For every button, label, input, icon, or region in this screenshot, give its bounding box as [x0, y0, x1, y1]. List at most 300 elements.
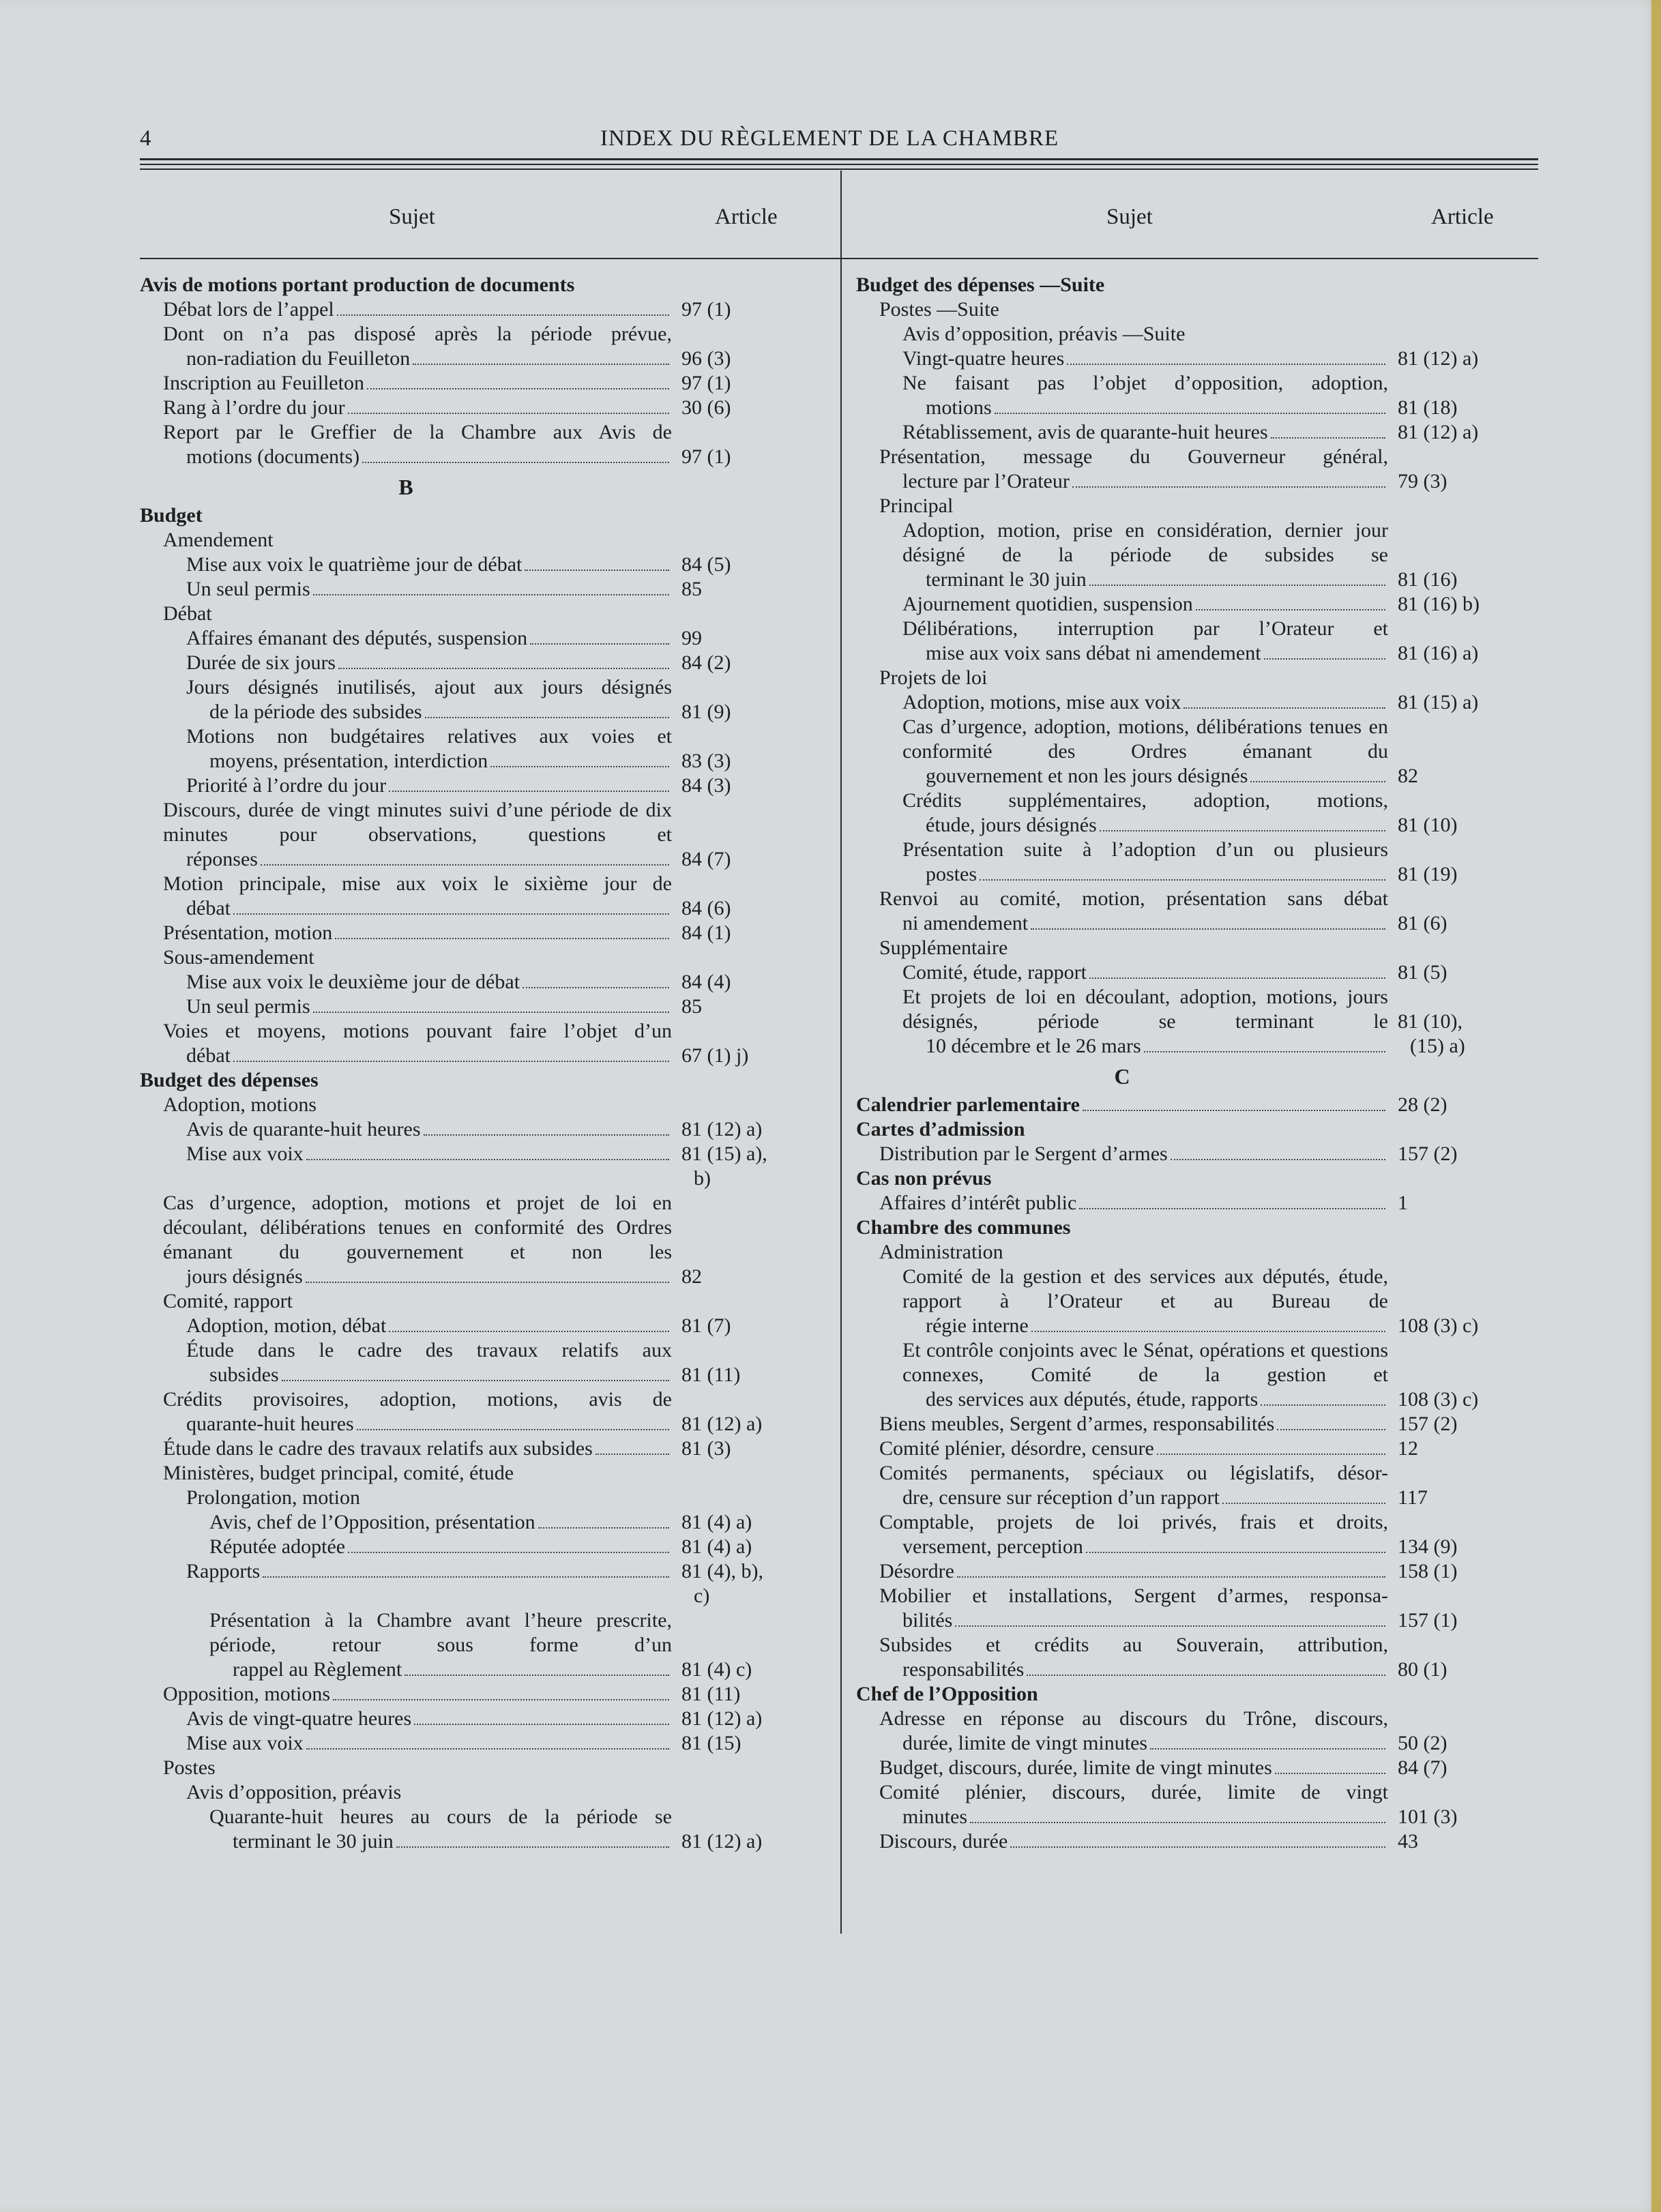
- index-subheading: Administration: [879, 1241, 1003, 1263]
- dot-leader: [970, 1822, 1385, 1823]
- index-entry-text: Subsides et crédits au Souverain, attribution,: [879, 1634, 1388, 1656]
- index-entry: [856, 617, 1487, 666]
- index-entry-text: Un seul permis: [186, 995, 310, 1018]
- index-entry-text-continued: minutes: [902, 1805, 967, 1828]
- index-entry-article: [1388, 960, 1497, 985]
- index-entry-article: [1388, 1486, 1497, 1510]
- article-ref: 81 (12) a): [681, 1118, 763, 1140]
- index-entry: [856, 420, 1487, 445]
- index-entry-text-continued: lecture par l’Orateur: [902, 470, 1070, 492]
- index-entry: [140, 651, 771, 675]
- index-entry-text: Cas d’urgence, adoption, motions et projet de loi en découlant, délibérations tenues en conformité des Ordres émanant du gouvernement et non les: [163, 1192, 672, 1263]
- index-entry-text: Mobilier et installations, Sergent d’armes, responsa-: [879, 1584, 1388, 1607]
- index-entry-text: Avis de vingt-quatre heures: [186, 1707, 412, 1730]
- index-letter-heading: C: [1114, 1064, 1130, 1089]
- dot-leader: [525, 570, 669, 571]
- left-col-subject-header: Sujet: [389, 205, 435, 229]
- index-entry-text: Adoption, motion, débat: [186, 1314, 387, 1337]
- index-entry-text: Présentation, message du Gouverneur général,: [879, 445, 1388, 468]
- article-ref: 81 (10): [1398, 814, 1458, 836]
- article-ref: 81 (4) c): [681, 1658, 752, 1681]
- header-rule: [140, 168, 1538, 170]
- dot-leader: [1100, 830, 1385, 831]
- index-heading: Chambre des communes: [856, 1216, 1071, 1239]
- article-ref: 84 (4): [681, 971, 731, 993]
- index-entry-text: Ne faisant pas l’objet d’opposition, adoption,: [902, 372, 1388, 394]
- index-entry: [140, 1142, 771, 1191]
- index-entry-article: [1388, 1829, 1497, 1854]
- index-entry-article: [1388, 567, 1497, 592]
- index-entry-article: [1388, 1756, 1497, 1780]
- dot-leader: [306, 1159, 669, 1160]
- index-entry: [856, 346, 1487, 371]
- index-subheading: Avis d’opposition, préavis —Suite: [902, 323, 1186, 345]
- index-entry: [140, 675, 771, 724]
- index-entry: [856, 371, 1487, 420]
- index-entry-text: Mise aux voix le deuxième jour de débat: [186, 971, 520, 993]
- index-heading: Chef de l’Opposition: [856, 1683, 1038, 1705]
- dot-leader: [367, 388, 669, 389]
- index-entry-article: [1388, 1657, 1497, 1682]
- index-entry: [856, 1093, 1487, 1117]
- index-entry: [856, 1191, 1487, 1215]
- index-entry-text: Adoption, motions, mise aux voix: [902, 691, 1181, 713]
- article-ref: 96 (3): [681, 347, 731, 370]
- column-divider: [840, 171, 842, 1934]
- article-ref: 81 (12) a): [681, 1707, 763, 1730]
- index-entry: [140, 1191, 771, 1289]
- index-entry-text: Comptable, projets de loi privés, frais et droits,: [879, 1511, 1388, 1533]
- index-entry-article: [672, 1044, 780, 1068]
- index-entry-article: [672, 700, 780, 724]
- index-entry-article: [1388, 396, 1497, 420]
- index-entry: [856, 960, 1487, 985]
- index-entry-text: Un seul permis: [186, 578, 310, 600]
- article-ref: 97 (1): [681, 298, 731, 321]
- article-ref: 81 (12) a): [681, 1830, 763, 1853]
- index-entry: [140, 1019, 771, 1068]
- index-subheading: Amendement: [163, 529, 274, 551]
- column-header-rule-left: [140, 258, 840, 259]
- index-entry-text-continued: responsabilités: [902, 1658, 1025, 1681]
- index-entry-article: [1388, 911, 1497, 936]
- index-entry-text: Comité de la gestion et des services aux députés, étude, rapport à l’Orateur et au Bureau de: [902, 1265, 1388, 1312]
- article-ref: 80 (1): [1398, 1658, 1447, 1681]
- index-entry: [140, 773, 771, 798]
- index-entry-text: Renvoi au comité, motion, présentation sans débat: [879, 887, 1388, 910]
- index-entry-article: [1388, 1093, 1497, 1117]
- index-entry-text: Adoption, motion, prise en considération, dernier jour désigné de la période de subsides se: [902, 519, 1388, 566]
- article-ref: 81 (18): [1398, 396, 1458, 419]
- index-entry-article: [672, 1265, 780, 1289]
- index-entry-article: [672, 577, 780, 602]
- index-subheading: Débat: [163, 602, 212, 625]
- dot-leader: [1031, 928, 1385, 930]
- dot-leader: [1072, 486, 1385, 488]
- article-ref: 81 (15) a),: [681, 1142, 767, 1165]
- index-entry-text: Comité, étude, rapport: [902, 961, 1087, 984]
- index-entry-article: [672, 1657, 780, 1682]
- article-ref: 84 (3): [681, 774, 731, 797]
- dot-leader: [1150, 1748, 1385, 1750]
- index-entry-article: [672, 970, 780, 994]
- index-entry-article: [672, 1510, 780, 1535]
- index-entry-text-continued: 10 décembre et le 26 mars: [926, 1035, 1141, 1057]
- article-ref: 84 (7): [1398, 1756, 1447, 1779]
- article-ref: 81 (9): [681, 701, 731, 723]
- index-entry-text: Vingt-quatre heures: [902, 347, 1065, 370]
- index-entry: [140, 1314, 771, 1338]
- index-entry-text-continued: rappel au Règlement: [233, 1658, 402, 1681]
- article-ref: 134 (9): [1398, 1535, 1458, 1558]
- index-entry-text: Débat lors de l’appel: [163, 298, 334, 321]
- index-entry: [140, 798, 771, 872]
- dot-leader: [357, 1429, 669, 1430]
- index-entry: [856, 1412, 1487, 1436]
- index-entry-article: [672, 1682, 780, 1707]
- index-entry-text: Priorité à l’ordre du jour: [186, 774, 387, 797]
- index-entry-article: [1388, 764, 1497, 788]
- index-entry-text: Comité plénier, désordre, censure: [879, 1437, 1154, 1460]
- index-entry: [140, 1608, 771, 1682]
- dot-leader: [313, 594, 669, 595]
- index-entry-text: Mise aux voix: [186, 1142, 304, 1165]
- index-entry-text: Budget, discours, durée, limite de vingt minutes: [879, 1756, 1272, 1779]
- dot-leader: [1275, 1773, 1385, 1774]
- index-entry: [140, 1559, 771, 1608]
- article-ref: 82: [681, 1265, 702, 1288]
- dot-leader: [282, 1380, 669, 1381]
- index-entry: [140, 1535, 771, 1559]
- dot-leader: [1250, 781, 1385, 782]
- dot-leader: [1157, 1454, 1385, 1455]
- index-entry-article: [672, 297, 780, 322]
- index-entry-text-continued: motions (documents): [186, 445, 360, 468]
- index-entry-text-continued: non-radiation du Feuilleton: [186, 347, 411, 370]
- index-entry-text: Comités permanents, spéciaux ou législatifs, désor-: [879, 1462, 1388, 1484]
- index-entry-text: Durée de six jours: [186, 651, 336, 674]
- index-entry-text: Crédits supplémentaires, adoption, motions,: [902, 789, 1388, 812]
- index-entry-article: [672, 773, 780, 798]
- index-column-right: [856, 273, 1487, 1854]
- dot-leader: [1086, 1552, 1385, 1553]
- right-col-subject-header: Sujet: [1106, 205, 1153, 229]
- index-heading: Cas non prévus: [856, 1167, 992, 1190]
- page-number: 4: [140, 126, 151, 151]
- index-entry-article: [1388, 1387, 1497, 1412]
- dot-leader: [348, 413, 669, 414]
- dot-leader: [389, 791, 669, 792]
- dot-leader: [995, 413, 1385, 414]
- index-entry-article: [672, 1436, 780, 1461]
- index-entry: [856, 1633, 1487, 1682]
- index-entry-article: [1388, 1412, 1497, 1436]
- index-entry-text: Présentation à la Chambre avant l’heure prescrite, période, retour sous forme d’un: [209, 1609, 672, 1656]
- dot-leader: [1089, 585, 1385, 586]
- index-entry: [140, 872, 771, 921]
- index-entry-article: [1388, 690, 1497, 715]
- index-subheading: Adoption, motions: [163, 1093, 317, 1116]
- article-ref-continued: b): [694, 1167, 711, 1190]
- index-entry-article: [1388, 862, 1497, 887]
- index-entry-article: [1388, 1608, 1497, 1633]
- dot-leader: [413, 364, 669, 365]
- article-ref: 81 (11): [681, 1363, 741, 1386]
- index-entry: [140, 994, 771, 1019]
- index-entry: [140, 1805, 771, 1854]
- dot-leader: [338, 668, 669, 669]
- index-entry-article: [672, 896, 780, 921]
- index-entry-text-continued: bilités: [902, 1609, 953, 1632]
- article-ref: 81 (4) a): [681, 1535, 752, 1558]
- index-entry-text: Réputée adoptée: [209, 1535, 346, 1558]
- index-subheading: Comité, rapport: [163, 1290, 293, 1312]
- index-entry: [140, 1117, 771, 1142]
- index-entry-text: Crédits provisoires, adoption, motions, avis de: [163, 1388, 672, 1411]
- index-entry-text: Rapports: [186, 1560, 261, 1582]
- index-entry-article: [1388, 1009, 1497, 1059]
- article-ref: 81 (16): [1398, 568, 1458, 591]
- dot-leader: [313, 1012, 669, 1013]
- dot-leader: [405, 1675, 669, 1676]
- index-entry-text-continued: des services aux députés, étude, rapports: [926, 1388, 1259, 1411]
- left-col-article-header: Article: [715, 205, 778, 229]
- index-subheading: Supplémentaire: [879, 937, 1008, 959]
- article-ref: 81 (12) a): [1398, 421, 1479, 443]
- dot-leader: [424, 1134, 670, 1136]
- index-entry-text: Inscription au Feuilleton: [163, 372, 364, 394]
- index-entry-text: Avis, chef de l’Opposition, présentation: [209, 1511, 535, 1533]
- index-entry-article: [1388, 1191, 1497, 1215]
- index-entry-text: Quarante-huit heures au cours de la période se: [209, 1805, 672, 1828]
- index-entry: [856, 1436, 1487, 1461]
- article-ref: 101 (3): [1398, 1805, 1458, 1828]
- dot-leader: [1067, 364, 1385, 365]
- index-entry-text: Mise aux voix: [186, 1732, 304, 1754]
- index-entry-article: [1388, 592, 1497, 617]
- article-ref: 85: [681, 578, 702, 600]
- index-entry-text: Délibérations, interruption par l’Orateur et: [902, 617, 1388, 640]
- index-entry-text: Biens meubles, Sergent d’armes, responsabilités: [879, 1413, 1275, 1435]
- index-entry-text: Et contrôle conjoints avec le Sénat, opérations et questions connexes, Comité de la gestion et: [902, 1339, 1388, 1386]
- index-entry-text: Présentation suite à l’adoption d’un ou plusieurs: [902, 838, 1388, 861]
- index-entry-article: [1388, 1142, 1497, 1166]
- index-entry-article: [1388, 1314, 1497, 1338]
- dot-leader: [362, 462, 669, 463]
- article-ref: 81 (11): [681, 1683, 741, 1705]
- article-ref: 67 (1) j): [681, 1044, 749, 1067]
- dot-leader: [538, 1527, 669, 1529]
- index-entry-text: Mise aux voix le quatrième jour de débat: [186, 553, 523, 576]
- index-entry-article: [672, 921, 780, 945]
- index-entry-text-continued: postes: [926, 863, 977, 885]
- index-entry-text: Distribution par le Sergent d’armes: [879, 1142, 1168, 1165]
- dot-leader: [1010, 1846, 1385, 1848]
- dot-leader: [389, 1331, 669, 1332]
- article-ref: 28 (2): [1398, 1093, 1447, 1116]
- dot-leader: [1261, 1404, 1385, 1406]
- index-entry-text: Comité plénier, discours, durée, limite de vingt: [879, 1781, 1388, 1803]
- index-entry-article: [1388, 813, 1497, 838]
- article-ref: 81 (15) a): [1398, 691, 1479, 713]
- article-ref: 85: [681, 995, 702, 1018]
- dot-leader: [1031, 1331, 1385, 1332]
- index-entry-text-continued: débat: [186, 897, 231, 919]
- index-entry-text-continued: réponses: [186, 848, 258, 870]
- index-entry-article: [672, 1559, 780, 1608]
- dot-leader: [1271, 437, 1385, 439]
- article-ref: 157 (2): [1398, 1142, 1458, 1165]
- index-entry-text-continued: terminant le 30 juin: [926, 568, 1087, 591]
- dot-leader: [1277, 1429, 1385, 1430]
- index-entry-article: [672, 749, 780, 773]
- dot-leader: [1222, 1503, 1385, 1504]
- index-entry: [856, 887, 1487, 936]
- article-ref: 43: [1398, 1830, 1418, 1853]
- article-ref: 81 (7): [681, 1314, 731, 1337]
- index-entry-article: [672, 1535, 780, 1559]
- index-heading: Budget des dépenses: [140, 1069, 319, 1091]
- dot-leader: [425, 717, 669, 718]
- index-entry: [856, 788, 1487, 838]
- index-subheading: Postes: [163, 1756, 216, 1779]
- index-entry-text-continued: terminant le 30 juin: [233, 1830, 394, 1853]
- index-letter-heading: B: [398, 475, 413, 499]
- dot-leader: [1089, 977, 1385, 979]
- index-entry: [856, 1707, 1487, 1756]
- index-subheading: Projets de loi: [879, 666, 988, 689]
- index-entry-article: [672, 445, 780, 469]
- dot-leader: [1171, 1159, 1385, 1160]
- index-entry-text: Avis de quarante-huit heures: [186, 1118, 421, 1140]
- index-entry-text-continued: jours désignés: [186, 1265, 303, 1288]
- index-entry: [140, 1707, 771, 1731]
- dot-leader: [348, 1552, 669, 1553]
- index-entry-text: Affaires émanant des députés, suspension: [186, 627, 528, 649]
- index-entry-article: [672, 1142, 780, 1191]
- index-entry-article: [1388, 1559, 1497, 1584]
- article-ref: 157 (1): [1398, 1609, 1458, 1632]
- article-ref: 84 (2): [681, 651, 731, 674]
- index-entry: [140, 1338, 771, 1387]
- index-entry: [140, 626, 771, 651]
- index-entry-text: Rang à l’ordre du jour: [163, 396, 345, 419]
- index-subheading: Ministères, budget principal, comité, étude: [163, 1462, 514, 1484]
- index-entry: [140, 420, 771, 469]
- dot-leader: [233, 1061, 669, 1062]
- index-entry-text: Affaires d’intérêt public: [879, 1192, 1077, 1214]
- article-ref: 81 (3): [681, 1437, 731, 1460]
- article-ref: 99: [681, 627, 702, 649]
- index-entry: [856, 838, 1487, 887]
- index-entry-article: [672, 1363, 780, 1387]
- article-ref: 83 (3): [681, 750, 731, 772]
- article-ref: 81 (6): [1398, 912, 1447, 934]
- index-entry: [856, 592, 1487, 617]
- index-entry-article: [1388, 1436, 1497, 1461]
- article-ref: 97 (1): [681, 372, 731, 394]
- index-entry: [856, 1510, 1487, 1559]
- index-entry-article: [1388, 346, 1497, 371]
- index-subheading: Principal: [879, 495, 954, 517]
- dot-leader: [980, 879, 1385, 881]
- index-entry-text: Voies et moyens, motions pouvant faire l’objet d’un: [163, 1020, 672, 1042]
- index-entry: [856, 1829, 1487, 1854]
- index-entry-text: Présentation, motion: [163, 921, 333, 944]
- index-entry-text-continued: régie interne: [926, 1314, 1029, 1337]
- dot-leader: [306, 1282, 669, 1283]
- dot-leader: [1144, 1051, 1385, 1052]
- index-entry: [140, 1682, 771, 1707]
- index-entry: [140, 1436, 771, 1461]
- article-ref: 1: [1398, 1192, 1408, 1214]
- index-entry-text: Report par le Greffier de la Chambre aux Avis de: [163, 421, 672, 443]
- article-ref: 81 (4) a): [681, 1511, 752, 1533]
- index-entry-text: Rétablissement, avis de quarante-huit heures: [902, 421, 1268, 443]
- dot-leader: [337, 314, 669, 316]
- dot-leader: [261, 864, 669, 866]
- article-ref: 12: [1398, 1437, 1418, 1460]
- dot-leader: [1083, 1110, 1385, 1111]
- index-entry-text: Discours, durée de vingt minutes suivi d’une période de dix minutes pour observations, questions et: [163, 799, 672, 846]
- index-entry: [856, 445, 1487, 494]
- dot-leader: [1264, 658, 1385, 660]
- index-entry: [140, 724, 771, 773]
- index-entry: [856, 1584, 1487, 1633]
- article-ref: 84 (6): [681, 897, 731, 919]
- index-entry: [140, 396, 771, 420]
- header-rule: [140, 158, 1538, 160]
- article-ref: 79 (3): [1398, 470, 1447, 492]
- index-entry-article: [1388, 1535, 1497, 1559]
- index-entry: [856, 1265, 1487, 1338]
- index-subheading: Sous-amendement: [163, 946, 314, 969]
- article-ref: 158 (1): [1398, 1560, 1458, 1582]
- article-ref: 81 (12) a): [1398, 347, 1479, 370]
- index-entry: [140, 1731, 771, 1756]
- index-column-left: [140, 273, 771, 1854]
- index-subheading: Prolongation, motion: [186, 1486, 360, 1509]
- article-ref: 84 (7): [681, 848, 731, 870]
- index-entry-article: [672, 1117, 780, 1142]
- article-ref: 81 (5): [1398, 961, 1447, 984]
- dot-leader: [233, 913, 669, 915]
- index-entry: [856, 715, 1487, 788]
- index-entry-article: [672, 1314, 780, 1338]
- index-entry-article: [672, 626, 780, 651]
- index-entry: [140, 322, 771, 371]
- index-entry-text-continued: motions: [926, 396, 992, 419]
- article-ref: 81 (16) a): [1398, 642, 1479, 664]
- article-ref: 81 (4), b),: [681, 1560, 763, 1582]
- header-rule: [140, 164, 1538, 165]
- index-entry-article: [672, 1412, 780, 1436]
- index-entry: [140, 552, 771, 577]
- article-ref: 81 (19): [1398, 863, 1458, 885]
- index-entry-article: [1388, 1731, 1497, 1756]
- dot-leader: [306, 1748, 669, 1750]
- article-ref: 108 (3) c): [1398, 1388, 1479, 1411]
- article-ref: 30 (6): [681, 396, 731, 419]
- index-entry-text-continued: débat: [186, 1044, 231, 1067]
- index-entry-text-continued: subsides: [209, 1363, 279, 1386]
- dot-leader: [530, 643, 669, 645]
- dot-leader: [263, 1576, 669, 1578]
- article-ref: 82: [1398, 765, 1418, 787]
- right-col-article-header: Article: [1431, 205, 1494, 229]
- index-entry: [140, 970, 771, 994]
- index-entry-text-continued: versement, perception: [902, 1535, 1083, 1558]
